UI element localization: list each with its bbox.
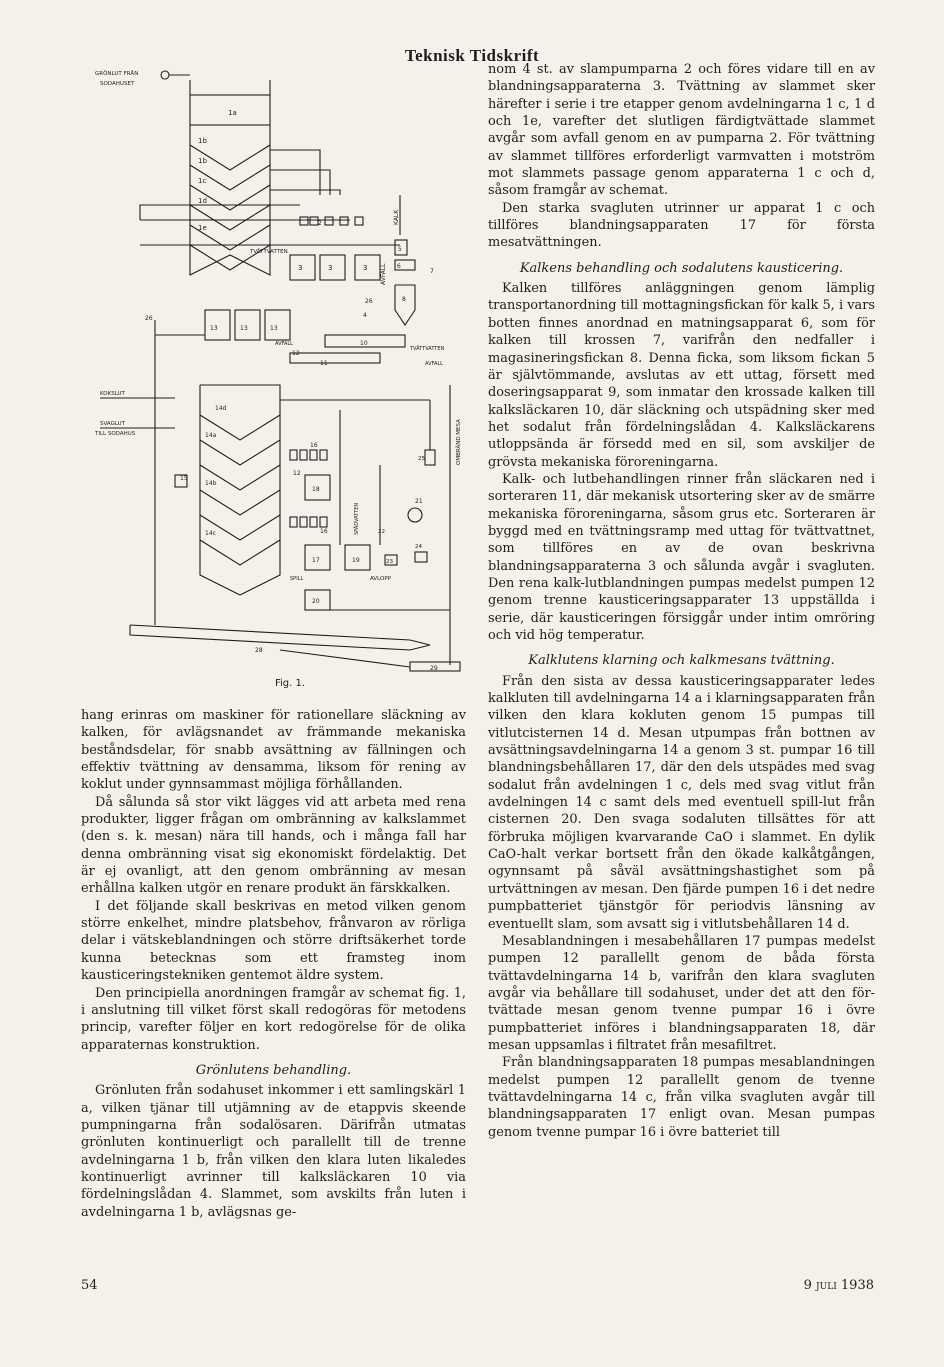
section-heading-kalk: Kalkens behandling och sodalutens kausticering. <box>519 260 844 276</box>
label-23: 23 <box>386 559 393 565</box>
label-14d: 14d <box>215 405 227 412</box>
section-heading-klarning: Kalklutens klarning och kalkmesans tvättning. <box>528 653 835 669</box>
date-year: 1938 <box>840 1278 874 1293</box>
label-3a: 3 <box>298 264 303 272</box>
right-paragraph-1: nom 4 st. av slampumparna 2 och föres vidare till en av blandningsapparaterna 3. Tvättning av slammet sker härefter i serie i tre etapper genom avdelningarna 1 c, 1 d och 1e, varefter det slutligen färdigtvättade slammet avgår som avfall genom en av pumparna 2. För tvättning av slammet tillföres erforderligt varmvatten i motström mot slammets passage genom apparaterna 1 c och d, såsom framgår av schemat. <box>488 62 875 199</box>
label-spill: SPILL <box>290 576 304 582</box>
label-2: 2 <box>318 220 322 227</box>
label-gronlut: GRÖNLUT FRÅN <box>95 71 139 77</box>
right-paragraph-5: Från den sista av dessa kausticeringsapparater ledes kalkluten till avdelningarna 14 a i klarningsapparaten från vilken den klara kokluten genom 15 pumpas till vitlutcisternen 14 d. Mesan utpumpas från bottnen av avsättningsavdelningarna 14 a genom 3 st. pumpar 16 till blandningsbehållaren 17, där den dels utspädes med svag sodalut från avdelningen 1 c, dels med svag vitlut från avdelningen 14 c samt dels med eventuell spill-lut från cisternen 20. Den svaga sodaluten tillsättes för att förbruka möjligen kvarvarande CaO i slammet. En dylik CaO-halt verkar bortsett från den ökade kalkåtgången, ogynnsamt på såväl avsättningshastighet som på urtvättningen av mesan. Den fjärde pumpen 16 i det nedre pumpbatteriet tjänstgör för periodvis länsning av eventuellt slam, som avsatt sig i vitlutsbehållaren 14 d. <box>488 673 875 932</box>
label-sodahuset: SODAHUSET <box>100 81 135 87</box>
label-24: 24 <box>415 544 422 550</box>
label-12b: 12 <box>293 470 301 477</box>
label-16a: 16 <box>310 442 318 449</box>
left-paragraph-1: hang erinras om maskiner för rationellare släckning av kalken, för avlägsnandet av främmande mekaniska beståndsdelar, för snabb avsättning av fällningen och effektiv tvättning av densamma, liksom för rening av koklut under gynnsammast möjliga förhållanden. <box>81 708 466 793</box>
label-13a: 13 <box>210 325 218 332</box>
label-avfall2: AVFALL <box>275 341 293 347</box>
label-19: 19 <box>352 557 360 564</box>
right-paragraph-7: Från blandningsapparaten 18 pumpas mesablandningen medelst pumpen 12 parallellt genom de tvenne tvättavdelningarna 14 c, från vilka svagluten avgår till blandningsapparaten 17 enligt ovan. Mesan pumpas genom tvenne pumpar 16 i övre batteriet till <box>488 1055 875 1140</box>
masthead-title: Teknisk Tidskrift <box>404 46 540 65</box>
figure-caption: Fig. 1. <box>274 678 306 689</box>
label-15: 15 <box>180 475 188 482</box>
label-avlopp: AVLOPP <box>370 576 392 582</box>
label-1a: 1a <box>228 109 237 117</box>
label-3b: 3 <box>328 264 333 272</box>
label-8: 8 <box>402 296 406 303</box>
left-column <box>81 707 466 1221</box>
label-22: 22 <box>378 529 385 535</box>
label-tvattvatten: TVÄTTVATTEN <box>250 249 288 255</box>
label-26b: 26 <box>145 315 153 322</box>
left-paragraph-5: Grönluten från sodahuset inkommer i ett samlingskärl 1 a, vilken tjänar till utjämning av de etappvis skeende pumpningarna från sodalösaren. Därifrån utmatas grönluten kontinuerligt och parallellt till de trenne avdelningarna 1 b, från vilken den klara luten likaledes kontinuerligt avrinner till kalksläckaren 10 via fördelningslådan 4. Slammet, som avskilts från luten i avdelningarna 1 b, avlägsnas ge- <box>81 1083 466 1220</box>
label-3c: 3 <box>363 264 368 272</box>
right-paragraph-4: Kalk- och lutbehandlingen rinner från släckaren ned i sorteraren 11, där mekanisk utsortering sker av de smärre mekaniska föroreningarna, såsom grus etc. Sorteraren är byggd med en tvättningsramp med uttag för tvättvattnet, som tillföres en av de ovan beskrivna blandningsapparaterna 3 och sålunda avgår i svagluten. Den rena kalk-lutblandningen pumpas medelst pumpen 12 genom trenne kausticeringsapparater 13 uppställda i serie, där kausticeringen försiggår under intim omröring och vid hög temperatur. <box>488 471 875 643</box>
label-21: 21 <box>415 498 423 505</box>
label-12a: 12 <box>292 350 300 357</box>
label-4: 4 <box>363 312 367 319</box>
label-avfall: AVFALL <box>380 263 387 285</box>
label-ombrand: OMBRÄND MESA <box>456 419 462 465</box>
label-kalk: KALK <box>393 209 400 225</box>
label-6: 6 <box>397 263 401 270</box>
issue-date <box>804 1278 874 1293</box>
label-29: 29 <box>430 665 438 672</box>
label-11: 11 <box>320 360 328 367</box>
date-month: juli <box>816 1278 837 1293</box>
right-paragraph-2: Den starka svagluten utrinner ur apparat 1 c och tillföres blandningsapparaten 17 för första mesatvättningen. <box>488 200 875 251</box>
label-13c: 13 <box>270 325 278 332</box>
label-14a: 14a <box>205 432 217 439</box>
left-paragraph-3: I det följande skall beskrivas en metod vilken genom större enkelhet, mindre platsbehov, frånvaron av rörliga delar i vätskeblandningen och större driftsäkerhet torde kunna betecknas som ett framsteg inom kausticeringstekniken gentemot äldre system. <box>81 898 466 984</box>
label-18: 18 <box>312 486 320 493</box>
date-day: 9 <box>803 1278 812 1293</box>
label-17: 17 <box>312 557 320 564</box>
label-spadvatten: SPÄDVATTEN <box>354 502 360 535</box>
right-paragraph-6: Mesablandningen i mesabehållaren 17 pumpas medelst pumpen 12 parallellt genom de båda första tvättavdelningarna 14 b, varifrån den klara svagluten avgår via behållare till sodahuset, under det att den för-tvättade mesan genom tvenne pumpar 16 i övre pumpbatteriet införes i blandningsapparaten 18, där mesan uppsamlas i filtratet från mesafiltret. <box>488 933 875 1053</box>
left-paragraph-4: Den principiella anordningen framgår av schemat fig. 1, i anslutning till vilket först skall redogöras för metodens princip, varefter följer en kort redogörelse för de olika apparaternas konstruktion. <box>81 985 466 1053</box>
label-1d: 1d <box>198 197 207 205</box>
figure-schematic <box>80 55 470 685</box>
label-28: 28 <box>255 647 263 654</box>
label-14b: 14b <box>205 480 217 487</box>
label-till-sodahus: TILL SODAHUS <box>95 431 136 437</box>
label-tvattvatten2: TVÄTTVATTEN <box>410 346 445 352</box>
label-1c: 1c <box>198 177 207 185</box>
label-26a: 26 <box>365 298 373 305</box>
left-paragraph-2: Då sålunda så stor vikt lägges vid att arbeta med rena produkter, ligger frågan om ombränning av kalkslammet (den s. k. mesan) nära till hands, och i många fall har denna ombränning visat sig ekonomiskt fördelaktig. Det är ej ovanligt, att den genom ombränning av mesan erhållna kalken utgör en renare produkt än färskkalken. <box>81 794 466 897</box>
label-5: 5 <box>398 246 402 253</box>
section-heading-gronlut: Grönlutens behandling. <box>195 1062 352 1078</box>
right-column <box>488 61 875 1141</box>
label-7: 7 <box>430 268 434 275</box>
label-25: 25 <box>418 456 425 462</box>
label-20: 20 <box>312 598 320 605</box>
label-1b-a: 1b <box>198 137 207 145</box>
label-13b: 13 <box>240 325 248 332</box>
right-paragraph-3: Kalken tillföres anläggningen genom lämplig transportanordning till mottagningsfickan för kalk 5, i vars botten finnes anordnad en matningsapparat 6, som för kalken till krossen 7, varifrån den nedfaller i magasineringsfickan 8. Denna ficka, som liksom fickan 5 är självtömmande, avslutas av ett uttag, försett med doseringsapparat 9, som inmatar den krossade kalken till kalksläckaren 10, där släckning och utspädning sker med het sodalut från fördelningslådan 4. Kalksläckarens utloppsända är försedd med en sil, som avskiljer de grövsta mekaniska föroreningarna. <box>488 281 875 470</box>
label-kokslut: KOKSLUT <box>100 391 125 397</box>
label-16b: 16 <box>320 528 328 535</box>
page-number: 54 <box>81 1278 98 1293</box>
label-svaglut: SVAGLUT <box>100 421 126 427</box>
label-avfall3: AVFALL <box>425 361 443 367</box>
label-1e: 1e <box>198 224 207 232</box>
label-1b-b: 1b <box>198 157 207 165</box>
label-14c: 14c <box>205 530 216 537</box>
label-10: 10 <box>360 340 368 347</box>
